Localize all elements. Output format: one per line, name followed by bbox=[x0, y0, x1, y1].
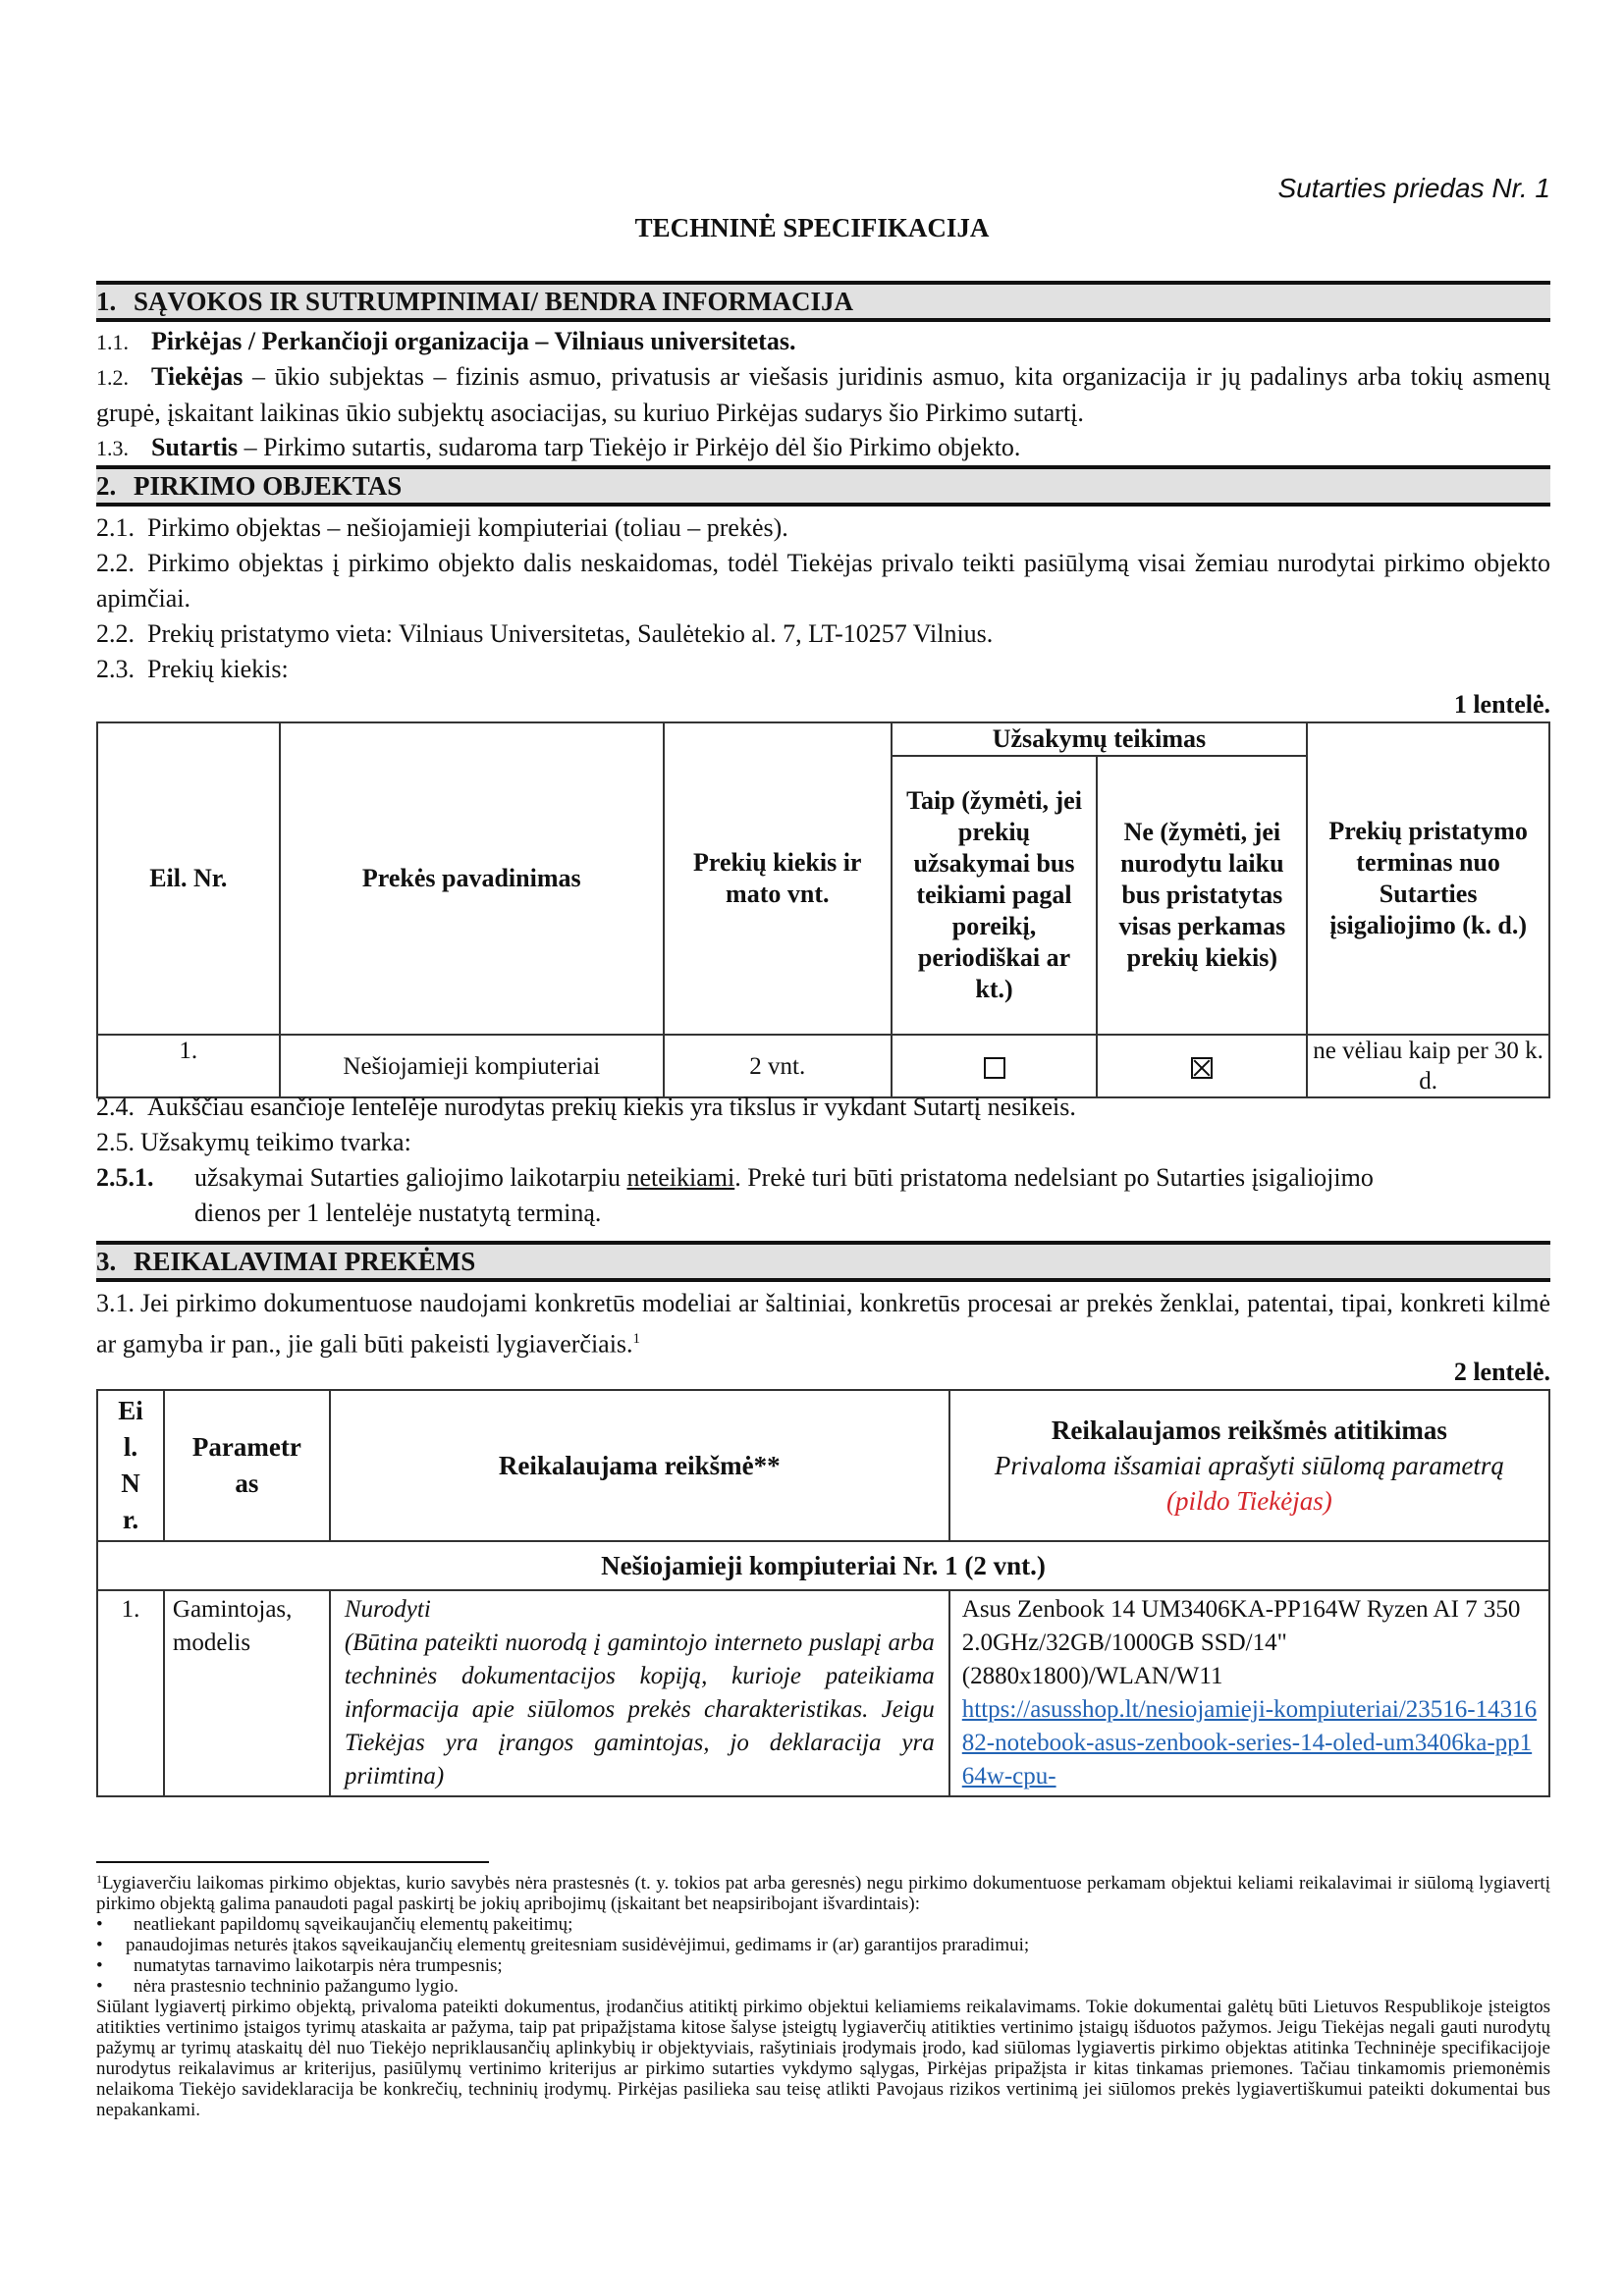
document-title: TECHNINĖ SPECIFIKACIJA bbox=[634, 213, 990, 242]
header-yes: Taip (žymėti, jei prekių užsakymai bus teikiami pagal poreikį, periodiškai ar kt.) bbox=[892, 756, 1098, 1035]
item-1-2: 1.2. Tiekėjas – ūkio subjektas – fizinis asmuo, privatusis ar viešasis juridinis asmuo, kita organizacija ir jų padalinys arba tokių asmenų grupė, įskaitant laikinas ūkio subjektų asociacijas, su kuriuo Pirkėjas sudarys šio Pirkimo sutartį. bbox=[96, 362, 1550, 427]
footnote-intro: $^1$Lygiaverčiu laikomas pirkimo objektas, kurio savybės nėra prastesnės (t. y. tokios pat arba geresnės) negu pirkimo dokumentuose perkamam objektui keliami reikalavimai ir siūlomą lygiavertį pirkimo objektą galima panaudoti pagal paskirtį be jokių apribojimų (įskaitant bet neapsiribojant išvardintais): bbox=[96, 1872, 1550, 1914]
header-compliance bbox=[949, 1390, 1549, 1541]
requirements-table bbox=[96, 1389, 1550, 1797]
row-qty: 2 vnt. bbox=[664, 1035, 892, 1097]
item-2-2b: 2.2. Prekių pristatymo vieta: Vilniaus Universitetas, Saulėtekio al. 7, LT-10257 Vilnius. bbox=[96, 619, 994, 648]
item-2-5-1-cont: dienos per 1 lentelėje nustatytą terminą. bbox=[194, 1199, 602, 1227]
row-nr: 1. bbox=[97, 1590, 164, 1796]
section-number: 2. bbox=[96, 471, 117, 501]
header-required: Reikalaujama reikšmė** bbox=[330, 1390, 949, 1541]
section-title: SĄVOKOS IR SUTRUMPINIMAI/ BENDRA INFORMACIJA bbox=[134, 287, 854, 316]
header-term: Prekių pristatymo terminas nuo Sutarties įsigaliojimo (k. d.) bbox=[1307, 722, 1549, 1035]
table-row bbox=[97, 1590, 1549, 1796]
footnote-ref[interactable]: 1 bbox=[632, 1331, 641, 1347]
empty-checkbox-icon[interactable] bbox=[984, 1057, 1005, 1079]
footnote-bullet: • neatliekant papildomų sąveikaujančių elementų pakeitimų; bbox=[96, 1914, 573, 1935]
item-2-3: 2.3. Prekių kiekis: bbox=[96, 655, 289, 683]
footnote-bullet: • nėra prastesnio techninio pažangumo lygio. bbox=[96, 1976, 459, 1997]
footnote-divider bbox=[96, 1861, 489, 1863]
row-nr: 1. bbox=[97, 1035, 280, 1097]
row-param: Gamintojas, modelis bbox=[164, 1590, 330, 1796]
footnote-bullet: • panaudojimas neturės įtakos sąveikaujančių elementų greitesniam susidėvėjimui, gedimams ir (ar) garantijos praradimui; bbox=[96, 1935, 1030, 1955]
header-qty: Prekių kiekis ir mato vnt. bbox=[664, 722, 892, 1035]
footnote-closing: Siūlant lygiavertį pirkimo objektą, privaloma pateikti dokumentus, įrodančius atitiktį pirkimo objektui keliamiems reikalavimams. Tokie dokumentai galėtų būti Lietuvos Respublikoje įsteigtos atitikties vertinimo įstaigos tyrimų ataskaita ar pažyma, taip pat pripažįstama kitose šalyse įsteigtų lygiaverčių atitikties vertinimo įstaigų išduotos pažymos. Jeigu Tiekėjas negali gauti nurodytų pažymų ar tyrimų ataskaitų dėl nuo Tiekėjo nepriklausančių aplinkybių ir objektyviais, rašytiniais įrodymais įrodo, kad siūlomas lygiavertis pirkimo objektas atitinka Techninėje specifikacijoje nurodytus reikalavimus ar kriterijus, pasiūlymų vertinimo kriterijus ar pirkimo sutarties vykdymo sąlygas, Pirkėjas pripažįsta ir kitas tinkamas priemones. Tačiau tinkamomis priemonėmis nelaikoma Tiekėjo savideklaracija be konkrečių, techninių įrodymų. Pirkėjas pasilieka sau teisę atlikti Pavojaus rizikos vertinimą jei siūlomos prekės lygiavertiškumui pateikti dokumentai bus nepakankami. bbox=[96, 1997, 1550, 2120]
compliance-title: Reikalaujamos reikšmės atitikimas bbox=[1051, 1415, 1447, 1445]
header-param: Parametr as bbox=[164, 1390, 330, 1541]
footnote bbox=[96, 1873, 1550, 2120]
item-1-1: 1.1. Pirkėjas / Perkančioji organizacija – Vilniaus universitetas. bbox=[96, 327, 796, 355]
section-title: PIRKIMO OBJEKTAS bbox=[134, 471, 403, 501]
item-3-1: 3.1. Jei pirkimo dokumentuose naudojami konkretūs modeliai ar šaltiniai, konkretūs procesai ar prekės ženklai, patentai, tipai, konkreti kilmė ar gamyba ir pan., jie gali būti pakeisti lygiaverčiais.$^1$ bbox=[96, 1289, 1550, 1359]
row-term: ne vėliau kaip per 30 k. d. bbox=[1307, 1035, 1549, 1097]
offered-link[interactable]: https://asusshop.lt/nesiojamieji-kompiuteriai/23516-1431682-notebook-asus-zenbook-series-14-oled-um3406ka-pp164w-cpu- bbox=[961, 1696, 1538, 1789]
item-2-1: 2.1. Pirkimo objektas – nešiojamieji kompiuteriai (toliau – prekės). bbox=[96, 513, 788, 542]
table-2-caption: 2 lentelė. bbox=[1453, 1358, 1550, 1386]
header-eil-nr: Eil. Nr. bbox=[97, 722, 280, 1035]
annex-label: Sutarties priedas Nr. 1 bbox=[1277, 173, 1550, 203]
header-name: Prekės pavadinimas bbox=[280, 722, 664, 1035]
section-number: 1. bbox=[96, 287, 117, 316]
yes-checkbox-cell[interactable] bbox=[892, 1035, 1098, 1097]
table-1-caption: 1 lentelė. bbox=[1453, 690, 1550, 719]
row-required: Nurodyti (Būtina pateikti nuorodą į gamintojo interneto puslapį arba techninės dokumentacijos kopiją, kurioje pateikiama informacija apie siūlomos prekės charakteristikas. Jeigu Tiekėjas yra įrangos gamintojas, jo deklaracija yra priimtina) bbox=[330, 1590, 949, 1796]
header-eil-nr: Ei l. N r. bbox=[97, 1390, 164, 1541]
item-2-5-1: 2.5.1. užsakymai Sutarties galiojimo laikotarpiu neteikiami. Prekė turi būti pristatoma nedelsiant po Sutarties įsigaliojimo bbox=[96, 1163, 1374, 1192]
section-3-heading bbox=[96, 1241, 1550, 1282]
footnote-bullet: • numatytas tarnavimo laikotarpis nėra trumpesnis; bbox=[96, 1955, 503, 1976]
row-name: Nešiojamieji kompiuteriai bbox=[280, 1035, 664, 1097]
section-2-heading bbox=[96, 465, 1550, 507]
checked-checkbox-icon[interactable] bbox=[1191, 1057, 1213, 1079]
section-title: REIKALAVIMAI PREKĖMS bbox=[134, 1247, 476, 1276]
header-no: Ne (žymėti, jei nurodytu laiku bus pristatytas visas perkamas prekių kiekis) bbox=[1097, 756, 1307, 1035]
table-row bbox=[97, 1035, 1549, 1097]
item-1-3: 1.3. Sutartis – Pirkimo sutartis, sudaroma tarp Tiekėjo ir Pirkėjo dėl šio Pirkimo objekto. bbox=[96, 433, 1021, 461]
header-orders-group: Užsakymų teikimas bbox=[892, 722, 1308, 756]
group-title: Nešiojamieji kompiuteriai Nr. 1 (2 vnt.) bbox=[97, 1541, 1549, 1590]
no-checkbox-cell[interactable] bbox=[1097, 1035, 1307, 1097]
section-1-heading bbox=[96, 281, 1550, 322]
section-number: 3. bbox=[96, 1247, 117, 1276]
offered-model[interactable]: Asus Zenbook 14 UM3406KA-PP164W Ryzen AI 7 350 2.0GHz/32GB/1000GB SSD/14" (2880x1800)/WLAN/W11 bbox=[961, 1596, 1521, 1689]
item-2-2a: 2.2. Pirkimo objektas į pirkimo objekto dalis neskaidomas, todėl Tiekėjas privalo teikti pasiūlymą visai žemiau nurodytai pirkimo objekto apimčiai. bbox=[96, 549, 1550, 613]
row-offered bbox=[949, 1590, 1549, 1796]
item-2-5: 2.5. Užsakymų teikimo tvarka: bbox=[96, 1128, 411, 1156]
compliance-fill-note: (pildo Tiekėjas) bbox=[1166, 1486, 1332, 1516]
quantity-table bbox=[96, 721, 1550, 1098]
item-2-4: 2.4. Aukščiau esančioje lentelėje nurodytas prekių kiekis yra tikslus ir vykdant Sutartį nesikeis. bbox=[96, 1093, 1076, 1121]
compliance-note: Privaloma išsamiai aprašyti siūlomą parametrą bbox=[994, 1451, 1504, 1480]
